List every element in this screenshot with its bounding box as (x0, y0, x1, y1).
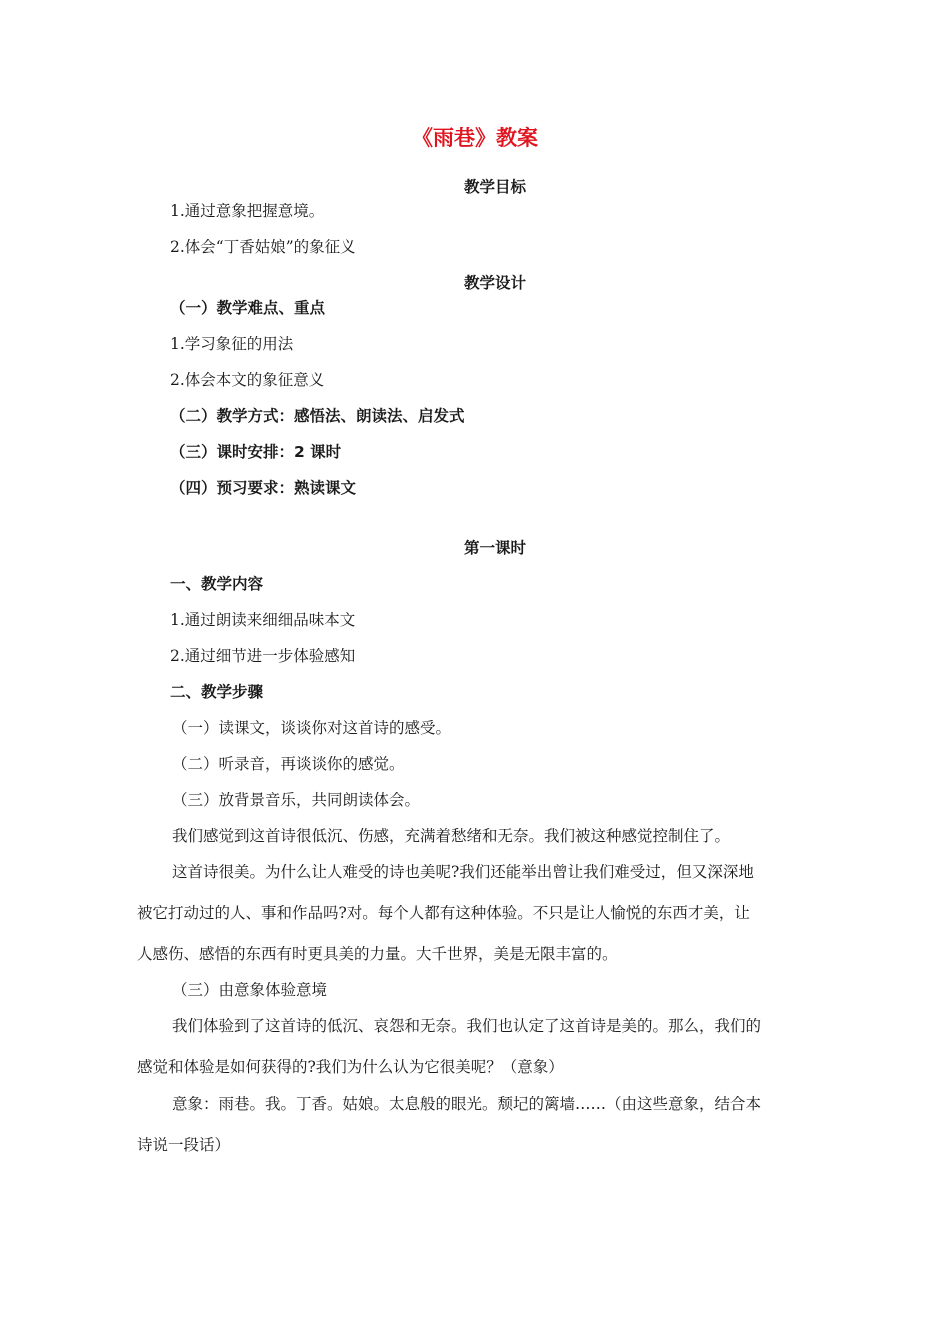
paragraph-3-line-2: 感觉和体验是如何获得的?我们为什么认为它很美呢？（意象） (137, 1058, 564, 1076)
paragraph-3-line-1: 我们体验到了这首诗的低沉、哀怨和无奈。我们也认定了这首诗是美的。那么，我们的 (172, 1017, 762, 1035)
paragraph-2-line-3: 人感伤、感悟的东西有时更具美的力量。大千世界，美是无限丰富的。 (137, 945, 618, 963)
design-section-4: （四）预习要求：熟读课文 (170, 479, 357, 497)
paragraph-4-line-2: 诗说一段话） (137, 1136, 231, 1154)
paragraph-2-line-1: 这首诗很美。为什么让人难受的诗也美呢?我们还能举出曾让我们难受过，但又深深地 (172, 863, 754, 881)
step-2: （二）听录音，再谈谈你的感觉。 (172, 755, 405, 773)
paragraph-1: 我们感觉到这首诗很低沉、伤感，充满着愁绪和无奈。我们被这种感觉控制住了。 (172, 827, 731, 845)
design-section-3: （三）课时安排：2 课时 (170, 443, 342, 461)
paragraph-2-line-2: 被它打动过的人、事和作品吗?对。每个人都有这种体验。不只是让人愉悦的东西才美，让 (137, 904, 750, 922)
design-item-1: 1.学习象征的用法 (170, 335, 294, 353)
goal-item-1: 1.通过意象把握意境。 (170, 202, 325, 220)
heading-teaching-design: 教学设计 (463, 274, 526, 292)
heading-lesson-one: 第一课时 (463, 539, 526, 557)
heading-teaching-goals: 教学目标 (463, 178, 526, 196)
content-item-1: 1.通过朗读来细细品味本文 (170, 611, 356, 629)
paragraph-4-line-1: 意象：雨巷。我。丁香。姑娘。太息般的眼光。颓圮的篱墙……（由这些意象，结合本 (172, 1095, 762, 1113)
step-3: （三）放背景音乐，共同朗读体会。 (172, 791, 421, 809)
content-item-2: 2.通过细节进一步体验感知 (170, 647, 356, 665)
design-section-1: （一）教学难点、重点 (170, 299, 326, 317)
section-teaching-content: 一、教学内容 (170, 575, 264, 593)
goal-item-2: 2.体会“丁香姑娘”的象征义 (170, 238, 356, 256)
step-4: （三）由意象体验意境 (172, 981, 328, 999)
step-1: （一）读课文，谈谈你对这首诗的感受。 (172, 719, 452, 737)
section-teaching-steps: 二、教学步骤 (170, 683, 264, 701)
design-section-2: （二）教学方式：感悟法、朗读法、启发式 (170, 407, 465, 425)
document-title: 《雨巷》教案 (412, 126, 538, 150)
design-item-2: 2.体会本文的象征意义 (170, 371, 325, 389)
